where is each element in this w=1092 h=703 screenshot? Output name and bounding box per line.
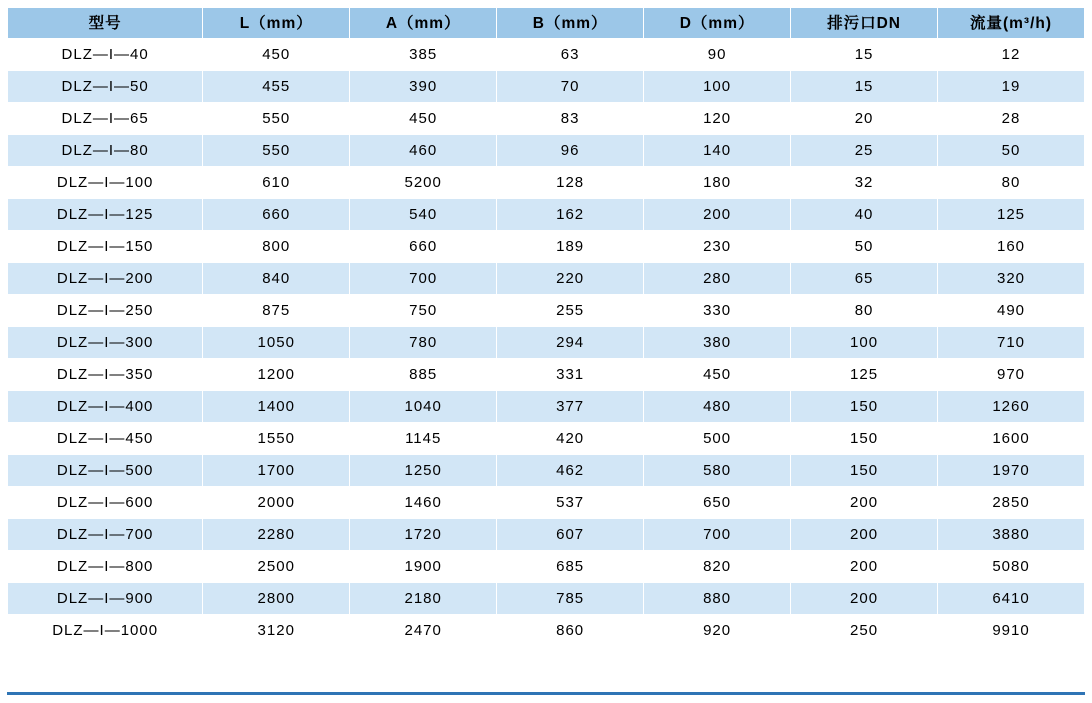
cell-model: DLZ—I—200	[8, 263, 203, 295]
cell-model: DLZ—I—65	[8, 103, 203, 135]
cell-length-l: 2800	[203, 583, 350, 615]
cell-dim-d: 200	[644, 199, 791, 231]
cell-dim-b: 607	[497, 519, 644, 551]
cell-dim-a: 2470	[350, 615, 497, 647]
cell-flow: 1970	[938, 455, 1085, 487]
cell-dim-a: 885	[350, 359, 497, 391]
table-row	[8, 391, 1085, 423]
cell-length-l: 660	[203, 199, 350, 231]
cell-dim-a: 5200	[350, 167, 497, 199]
cell-flow: 50	[938, 135, 1085, 167]
cell-dim-d: 180	[644, 167, 791, 199]
cell-dim-a: 460	[350, 135, 497, 167]
document-page	[0, 4, 1092, 703]
table-row	[8, 199, 1085, 231]
cell-length-l: 455	[203, 71, 350, 103]
cell-drain-dn: 40	[791, 199, 938, 231]
cell-model: DLZ—I—700	[8, 519, 203, 551]
column-header-model: 型号	[8, 5, 203, 39]
cell-drain-dn: 80	[791, 295, 938, 327]
cell-dim-a: 1460	[350, 487, 497, 519]
bottom-divider	[7, 692, 1085, 695]
cell-length-l: 840	[203, 263, 350, 295]
cell-drain-dn: 25	[791, 135, 938, 167]
cell-dim-d: 480	[644, 391, 791, 423]
cell-dim-d: 120	[644, 103, 791, 135]
cell-model: DLZ—I—125	[8, 199, 203, 231]
cell-flow: 1260	[938, 391, 1085, 423]
cell-length-l: 2000	[203, 487, 350, 519]
cell-flow: 160	[938, 231, 1085, 263]
cell-drain-dn: 200	[791, 519, 938, 551]
cell-dim-a: 450	[350, 103, 497, 135]
cell-drain-dn: 20	[791, 103, 938, 135]
cell-dim-b: 70	[497, 71, 644, 103]
cell-model: DLZ—I—500	[8, 455, 203, 487]
cell-length-l: 1050	[203, 327, 350, 359]
cell-dim-d: 450	[644, 359, 791, 391]
cell-drain-dn: 150	[791, 391, 938, 423]
cell-drain-dn: 250	[791, 615, 938, 647]
cell-flow: 28	[938, 103, 1085, 135]
cell-dim-b: 294	[497, 327, 644, 359]
cell-length-l: 1550	[203, 423, 350, 455]
cell-flow: 710	[938, 327, 1085, 359]
cell-drain-dn: 150	[791, 423, 938, 455]
table-header	[8, 5, 1085, 39]
cell-model: DLZ—I—250	[8, 295, 203, 327]
cell-model: DLZ—I—50	[8, 71, 203, 103]
cell-dim-d: 650	[644, 487, 791, 519]
cell-flow: 80	[938, 167, 1085, 199]
cell-dim-a: 780	[350, 327, 497, 359]
cell-dim-a: 390	[350, 71, 497, 103]
cell-dim-a: 1720	[350, 519, 497, 551]
cell-dim-d: 140	[644, 135, 791, 167]
table-row	[8, 231, 1085, 263]
cell-model: DLZ—I—80	[8, 135, 203, 167]
cell-dim-b: 785	[497, 583, 644, 615]
cell-model: DLZ—I—1000	[8, 615, 203, 647]
table-row	[8, 295, 1085, 327]
cell-dim-a: 1250	[350, 455, 497, 487]
cell-dim-d: 330	[644, 295, 791, 327]
table-row	[8, 615, 1085, 647]
cell-drain-dn: 15	[791, 39, 938, 71]
cell-dim-b: 96	[497, 135, 644, 167]
cell-drain-dn: 200	[791, 583, 938, 615]
cell-dim-b: 685	[497, 551, 644, 583]
cell-dim-d: 230	[644, 231, 791, 263]
table-row	[8, 135, 1085, 167]
column-header-l: L（mm）	[203, 5, 350, 39]
cell-model: DLZ—I—350	[8, 359, 203, 391]
cell-dim-a: 1040	[350, 391, 497, 423]
cell-dim-d: 280	[644, 263, 791, 295]
cell-flow: 9910	[938, 615, 1085, 647]
cell-drain-dn: 15	[791, 71, 938, 103]
column-header-flow: 流量(m³/h)	[938, 5, 1085, 39]
cell-length-l: 610	[203, 167, 350, 199]
cell-dim-d: 820	[644, 551, 791, 583]
cell-dim-b: 63	[497, 39, 644, 71]
cell-flow: 12	[938, 39, 1085, 71]
cell-length-l: 875	[203, 295, 350, 327]
cell-dim-d: 500	[644, 423, 791, 455]
cell-drain-dn: 50	[791, 231, 938, 263]
cell-model: DLZ—I—400	[8, 391, 203, 423]
cell-dim-d: 580	[644, 455, 791, 487]
cell-dim-a: 2180	[350, 583, 497, 615]
table-row	[8, 103, 1085, 135]
cell-dim-d: 880	[644, 583, 791, 615]
cell-dim-a: 540	[350, 199, 497, 231]
cell-dim-b: 860	[497, 615, 644, 647]
cell-dim-b: 420	[497, 423, 644, 455]
cell-dim-d: 700	[644, 519, 791, 551]
cell-model: DLZ—I—600	[8, 487, 203, 519]
column-header-d: D（mm）	[644, 5, 791, 39]
cell-model: DLZ—I—100	[8, 167, 203, 199]
cell-dim-a: 385	[350, 39, 497, 71]
cell-dim-d: 90	[644, 39, 791, 71]
cell-flow: 320	[938, 263, 1085, 295]
header-row	[8, 5, 1085, 39]
cell-length-l: 1700	[203, 455, 350, 487]
cell-dim-b: 83	[497, 103, 644, 135]
cell-dim-d: 920	[644, 615, 791, 647]
cell-dim-d: 100	[644, 71, 791, 103]
cell-dim-b: 462	[497, 455, 644, 487]
column-header-a: A（mm）	[350, 5, 497, 39]
cell-dim-b: 537	[497, 487, 644, 519]
top-strip	[0, 4, 1092, 8]
cell-dim-b: 255	[497, 295, 644, 327]
cell-dim-d: 380	[644, 327, 791, 359]
cell-flow: 970	[938, 359, 1085, 391]
cell-dim-a: 1900	[350, 551, 497, 583]
cell-drain-dn: 200	[791, 551, 938, 583]
table-row	[8, 359, 1085, 391]
table-row	[8, 39, 1085, 71]
cell-model: DLZ—I—150	[8, 231, 203, 263]
cell-drain-dn: 32	[791, 167, 938, 199]
table-row	[8, 455, 1085, 487]
cell-dim-b: 220	[497, 263, 644, 295]
cell-dim-b: 331	[497, 359, 644, 391]
cell-length-l: 550	[203, 135, 350, 167]
cell-flow: 5080	[938, 551, 1085, 583]
column-header-b: B（mm）	[497, 5, 644, 39]
cell-dim-a: 750	[350, 295, 497, 327]
cell-length-l: 3120	[203, 615, 350, 647]
cell-length-l: 450	[203, 39, 350, 71]
cell-length-l: 550	[203, 103, 350, 135]
cell-flow: 1600	[938, 423, 1085, 455]
cell-length-l: 800	[203, 231, 350, 263]
cell-dim-b: 128	[497, 167, 644, 199]
cell-dim-a: 660	[350, 231, 497, 263]
cell-dim-b: 162	[497, 199, 644, 231]
cell-length-l: 2500	[203, 551, 350, 583]
table-row	[8, 551, 1085, 583]
table-row	[8, 167, 1085, 199]
cell-flow: 2850	[938, 487, 1085, 519]
cell-drain-dn: 100	[791, 327, 938, 359]
cell-model: DLZ—I—450	[8, 423, 203, 455]
cell-drain-dn: 150	[791, 455, 938, 487]
cell-drain-dn: 65	[791, 263, 938, 295]
table-row	[8, 583, 1085, 615]
table-row	[8, 263, 1085, 295]
cell-model: DLZ—I—900	[8, 583, 203, 615]
cell-drain-dn: 125	[791, 359, 938, 391]
cell-dim-b: 377	[497, 391, 644, 423]
cell-model: DLZ—I—800	[8, 551, 203, 583]
cell-flow: 6410	[938, 583, 1085, 615]
cell-length-l: 1200	[203, 359, 350, 391]
cell-flow: 125	[938, 199, 1085, 231]
cell-flow: 490	[938, 295, 1085, 327]
cell-model: DLZ—I—300	[8, 327, 203, 359]
cell-flow: 3880	[938, 519, 1085, 551]
column-header-drain-dn: 排污口DN	[791, 5, 938, 39]
table-row	[8, 71, 1085, 103]
cell-flow: 19	[938, 71, 1085, 103]
cell-length-l: 2280	[203, 519, 350, 551]
cell-dim-a: 700	[350, 263, 497, 295]
cell-dim-a: 1145	[350, 423, 497, 455]
cell-drain-dn: 200	[791, 487, 938, 519]
table-row	[8, 487, 1085, 519]
table-row	[8, 327, 1085, 359]
cell-length-l: 1400	[203, 391, 350, 423]
table-row	[8, 423, 1085, 455]
table-row	[8, 519, 1085, 551]
specification-table	[7, 4, 1085, 647]
table-body	[8, 39, 1085, 647]
cell-model: DLZ—I—40	[8, 39, 203, 71]
cell-dim-b: 189	[497, 231, 644, 263]
